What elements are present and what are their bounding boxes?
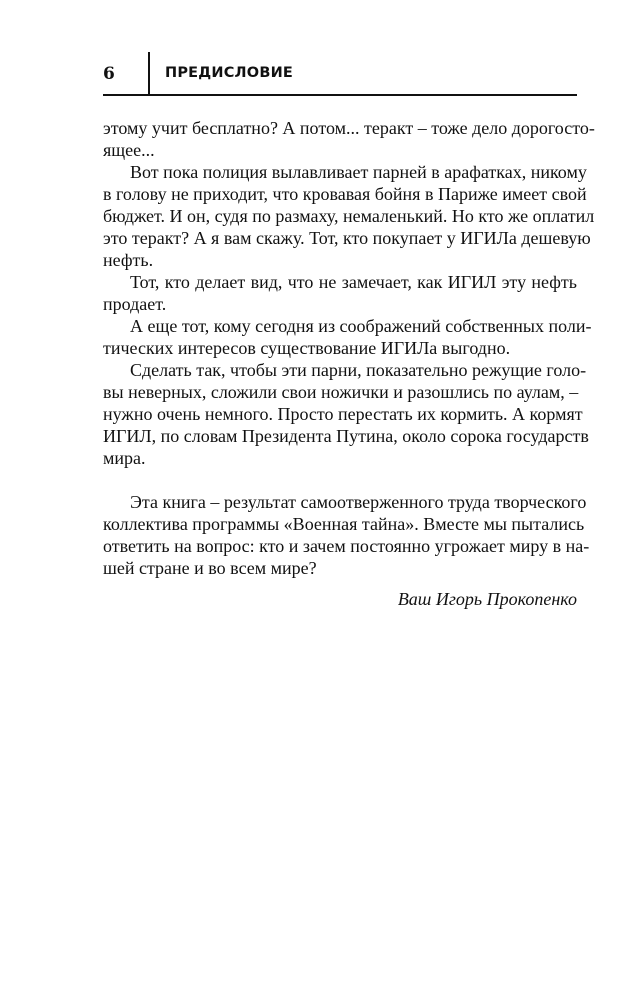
paragraph-gap (103, 469, 577, 491)
text-line: вы неверных, сложили свои ножички и разошлись по аулам, – (103, 382, 579, 402)
text-line: продает. (103, 294, 167, 314)
body-text (103, 117, 595, 610)
text-line: в голову не приходит, что кровавая бойня в Париже имеет свой (103, 184, 587, 204)
text-line: это теракт? А я вам скажу. Тот, кто покупает у ИГИЛа дешевую (103, 228, 591, 248)
text-line: Эта книга – результат самоотверженного труда творческого (130, 492, 587, 512)
section-title: ПРЕДИСЛОВИЕ (165, 65, 294, 81)
text-line: А еще тот, кому сегодня из соображений собственных поли- (130, 316, 592, 336)
text-line: Вот пока полиция вылавливает парней в арафатках, никому (130, 162, 587, 182)
text-line: мира. (103, 448, 146, 468)
text-line: коллектива программы «Военная тайна». Вместе мы пытались (103, 514, 585, 534)
page-header (103, 52, 577, 96)
author-signature: Ваш Игорь Прокопенко (397, 589, 577, 609)
text-line: этому учит бесплатно? А потом... теракт – тоже дело дорогосто- (103, 118, 595, 138)
text-line: бюджет. И он, судя по размаху, немаленький. Но кто же оплатил (103, 206, 595, 226)
text-line: нефть. (103, 250, 154, 270)
header-divider (148, 52, 150, 96)
text-line: ИГИЛ, по словам Президента Путина, около сорока государств (103, 426, 589, 446)
text-line: тических интересов существование ИГИЛа выгодно. (103, 338, 511, 358)
text-line: шей стране и во всем мире? (103, 558, 317, 578)
text-line: ящее... (103, 140, 155, 160)
text-line: ответить на вопрос: кто и зачем постоянно угрожает миру в на- (103, 536, 590, 556)
header-rule (103, 94, 577, 96)
text-line: Сделать так, чтобы эти парни, показательно режущие голо- (130, 360, 587, 380)
page-number: 6 (103, 64, 115, 84)
text-line: Тот, кто делает вид, что не замечает, как ИГИЛ эту нефть (130, 272, 577, 292)
text-line: нужно очень немного. Просто перестать их кормить. А кормят (103, 404, 583, 424)
